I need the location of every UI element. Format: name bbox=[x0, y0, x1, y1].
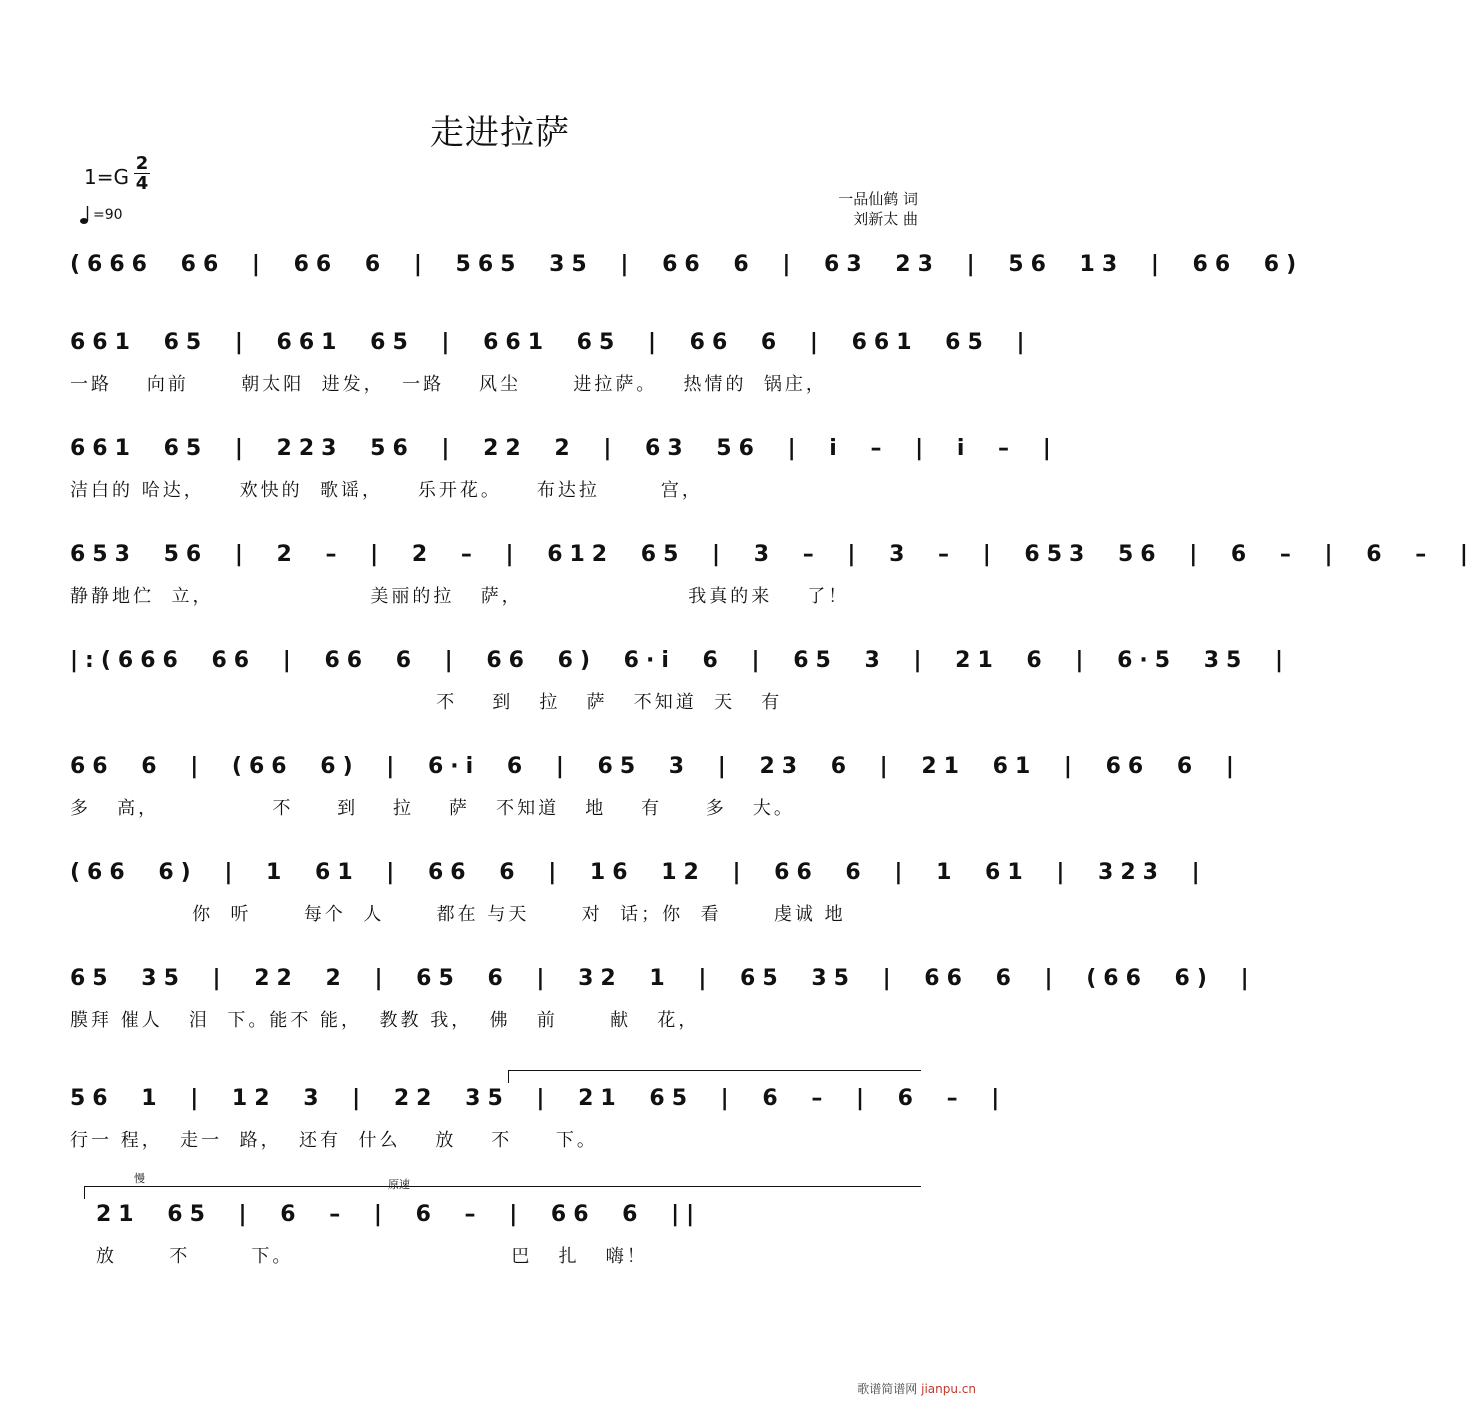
tempo-value: =90 bbox=[93, 207, 123, 223]
notes-line: (666 66 | 66 6 | 565 35 | 66 6 | 63 23 | 56 13 | 66 6) bbox=[70, 252, 1304, 277]
notes-line: 65 35 | 22 2 | 65 6 | 32 1 | 65 35 | 66 6 | (66 6) | bbox=[70, 966, 1256, 991]
notes-line: 56 1 | 12 3 | 22 35 | 21 65 | 6 – | 6 – | bbox=[70, 1086, 1007, 1111]
notes-line: 21 65 | 6 – | 6 – | 66 6 || bbox=[96, 1202, 702, 1227]
lyrics-line: 静静地伫 立， 美丽的拉 萨， 我真的来 了！ bbox=[70, 586, 850, 607]
lyrics-line: 行一 程， 走一 路， 还有 什么 放 不 下。 bbox=[70, 1130, 598, 1151]
lyrics-line: 你 听 每个 人 都在 与天 对 话；你 看 虔诚 地 bbox=[70, 904, 846, 925]
lyrics-line: 膜拜 催人 泪 下。能不 能， 教教 我， 佛 前 献 花， bbox=[70, 1010, 700, 1031]
lyrics-line: 不 到 拉 萨 不知道 天 有 bbox=[70, 692, 783, 713]
page-title: 走进拉萨 bbox=[430, 113, 570, 153]
tempo-marking bbox=[80, 205, 123, 225]
watermark bbox=[857, 1380, 976, 1397]
watermark-site: 歌谱简谱网 bbox=[857, 1382, 918, 1396]
lyrics-line: 一路 向前 朝太阳 进发， 一路 风尘 进拉萨。 热情的 锅庄， bbox=[70, 374, 827, 395]
key-signature: 1=G bbox=[84, 165, 129, 189]
notes-line: 66 6 | (66 6) | 6·i 6 | 65 3 | 23 6 | 21 61 | 66 6 | bbox=[70, 754, 1241, 779]
time-signature bbox=[133, 154, 151, 193]
composer-credit: 刘新太 曲 bbox=[853, 210, 918, 228]
quarter-note-icon bbox=[80, 205, 90, 225]
notes-line: 653 56 | 2 – | 2 – | 612 65 | 3 – | 3 – | 653 56 | 6 – | 6 – | bbox=[70, 542, 1475, 567]
lyricist-credit: 一品仙鹤 词 bbox=[838, 190, 918, 208]
lyrics-line: 多 高， 不 到 拉 萨 不知道 地 有 多 大。 bbox=[70, 798, 795, 819]
lyrics-line: 放 不 下。 巴 扎 嗨！ bbox=[96, 1246, 648, 1267]
notes-line: |:(666 66 | 66 6 | 66 6) 6·i 6 | 65 3 | 21 6 | 6·5 35 | bbox=[70, 648, 1291, 673]
volta-bracket-1 bbox=[508, 1070, 921, 1083]
notes-line: 661 65 | 223 56 | 22 2 | 63 56 | i – | i – | bbox=[70, 436, 1058, 461]
time-signature-bottom: 4 bbox=[135, 173, 149, 194]
slow-marking: 慢 bbox=[134, 1172, 145, 1185]
original-tempo-marking: 原速 bbox=[388, 1178, 410, 1191]
time-signature-top: 2 bbox=[135, 153, 149, 174]
notes-line: 661 65 | 661 65 | 661 65 | 66 6 | 661 65 | bbox=[70, 330, 1032, 355]
watermark-url: jianpu.cn bbox=[921, 1382, 976, 1396]
volta-bracket-2 bbox=[84, 1186, 921, 1199]
notes-line: (66 6) | 1 61 | 66 6 | 16 12 | 66 6 | 1 61 | 323 | bbox=[70, 860, 1207, 885]
lyrics-line: 洁白的 哈达， 欢快的 歌谣， 乐开花。 布达拉 宫， bbox=[70, 480, 703, 501]
